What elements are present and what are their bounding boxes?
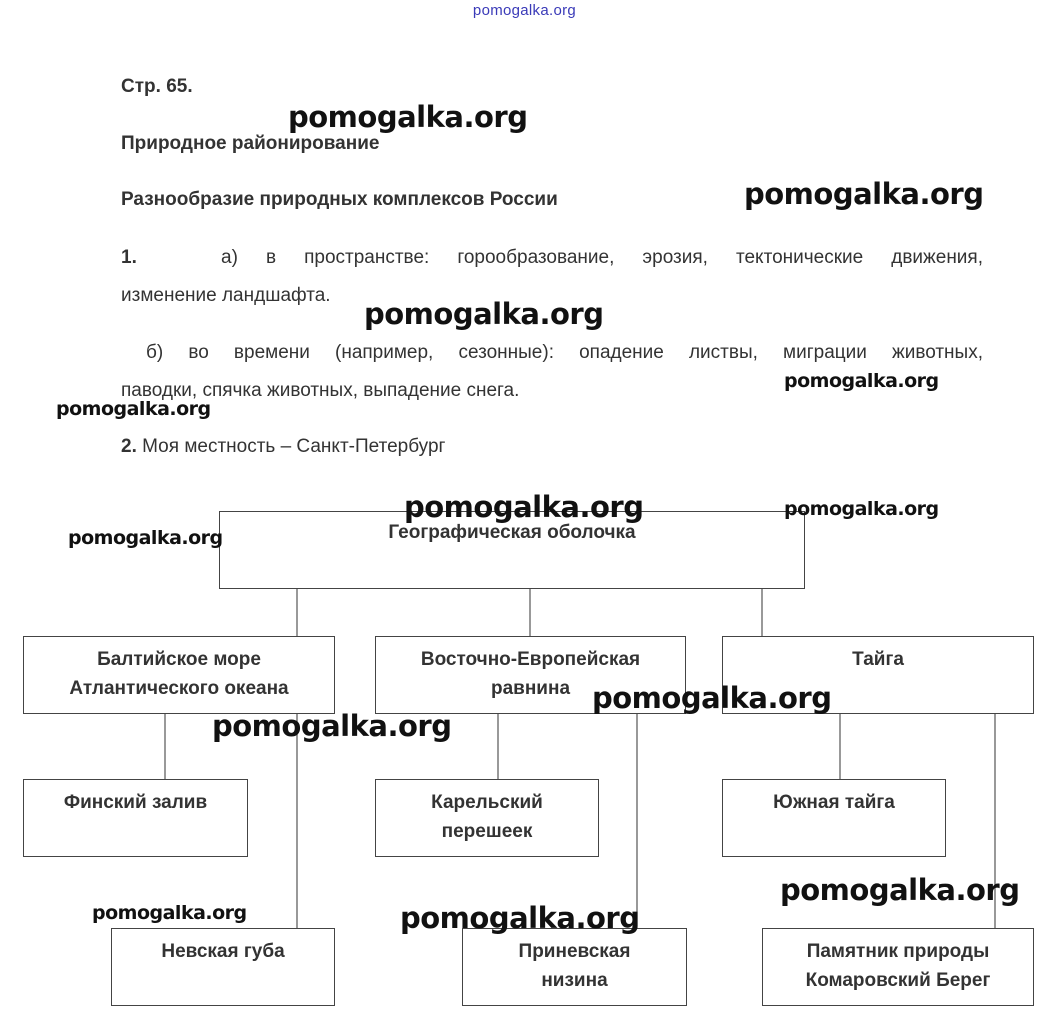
box-southern-taiga xyxy=(722,779,946,857)
box-label-line1: Памятник природы xyxy=(806,941,990,962)
box-label-line1: Карельский xyxy=(431,792,543,813)
box-label-line2: Комаровский Берег xyxy=(805,970,991,991)
box-label-line1: Приневская xyxy=(518,941,631,962)
watermark-text: pomogalka.org xyxy=(56,398,211,420)
box-neva-lowland xyxy=(462,928,687,1006)
box-label-line1: Балтийское море xyxy=(97,649,261,670)
section-title: Природное районирование xyxy=(121,133,380,154)
box-label-line2: низина xyxy=(541,970,608,991)
box-komarovsky-bereg xyxy=(762,928,1034,1006)
item2-number: 2. xyxy=(121,436,137,457)
box-label: Географическая оболочка xyxy=(388,522,636,543)
box-baltic-sea xyxy=(23,636,335,714)
watermark-text: pomogalka.org xyxy=(784,370,939,392)
section-subtitle: Разнообразие природных комплексов России xyxy=(121,189,558,210)
watermark-text: pomogalka.org xyxy=(784,498,939,520)
item1-number: 1. xyxy=(121,247,137,268)
watermark-text: pomogalka.org xyxy=(744,177,984,211)
page-reference: Стр. 65. xyxy=(121,76,193,97)
box-gulf-of-finland xyxy=(23,779,248,857)
item1-b-text: б) во времени (например, сезонные): опадение листвы, миграции животных, xyxy=(146,342,983,363)
top-watermark: pomogalka.org xyxy=(472,2,577,19)
box-label-line1: Южная тайга xyxy=(773,792,895,813)
box-karelian-isthmus xyxy=(375,779,599,857)
watermark-text: pomogalka.org xyxy=(92,902,247,924)
watermark-text: pomogalka.org xyxy=(780,873,1020,907)
box-label-line2: перешеек xyxy=(441,821,533,842)
box-label-line2: Атлантического океана xyxy=(69,678,289,699)
watermark-text: pomogalka.org xyxy=(404,490,644,524)
watermark-text: pomogalka.org xyxy=(592,681,832,715)
box-label-line1: Невская губа xyxy=(161,941,285,962)
item1-b-line2: паводки, спячка животных, выпадение снега. xyxy=(121,380,520,401)
item1-a-line2: изменение ландшафта. xyxy=(121,285,331,306)
box-label-line1: Восточно-Европейская xyxy=(420,649,641,670)
watermark-text: pomogalka.org xyxy=(212,709,452,743)
box-label-line2: равнина xyxy=(490,678,571,699)
watermark-text: pomogalka.org xyxy=(288,100,528,134)
box-neva-bay xyxy=(111,928,335,1006)
box-label-line1: Тайга xyxy=(852,649,904,670)
box-label-line1: Финский залив xyxy=(63,792,208,813)
item1-a-text: а) в пространстве: горообразование, эрозия, тектонические движения, xyxy=(221,247,983,268)
watermark-text: pomogalka.org xyxy=(68,527,223,549)
watermark-text: pomogalka.org xyxy=(400,901,640,935)
watermark-text: pomogalka.org xyxy=(364,297,604,331)
item2-text: Моя местность – Санкт-Петербург xyxy=(142,436,446,457)
